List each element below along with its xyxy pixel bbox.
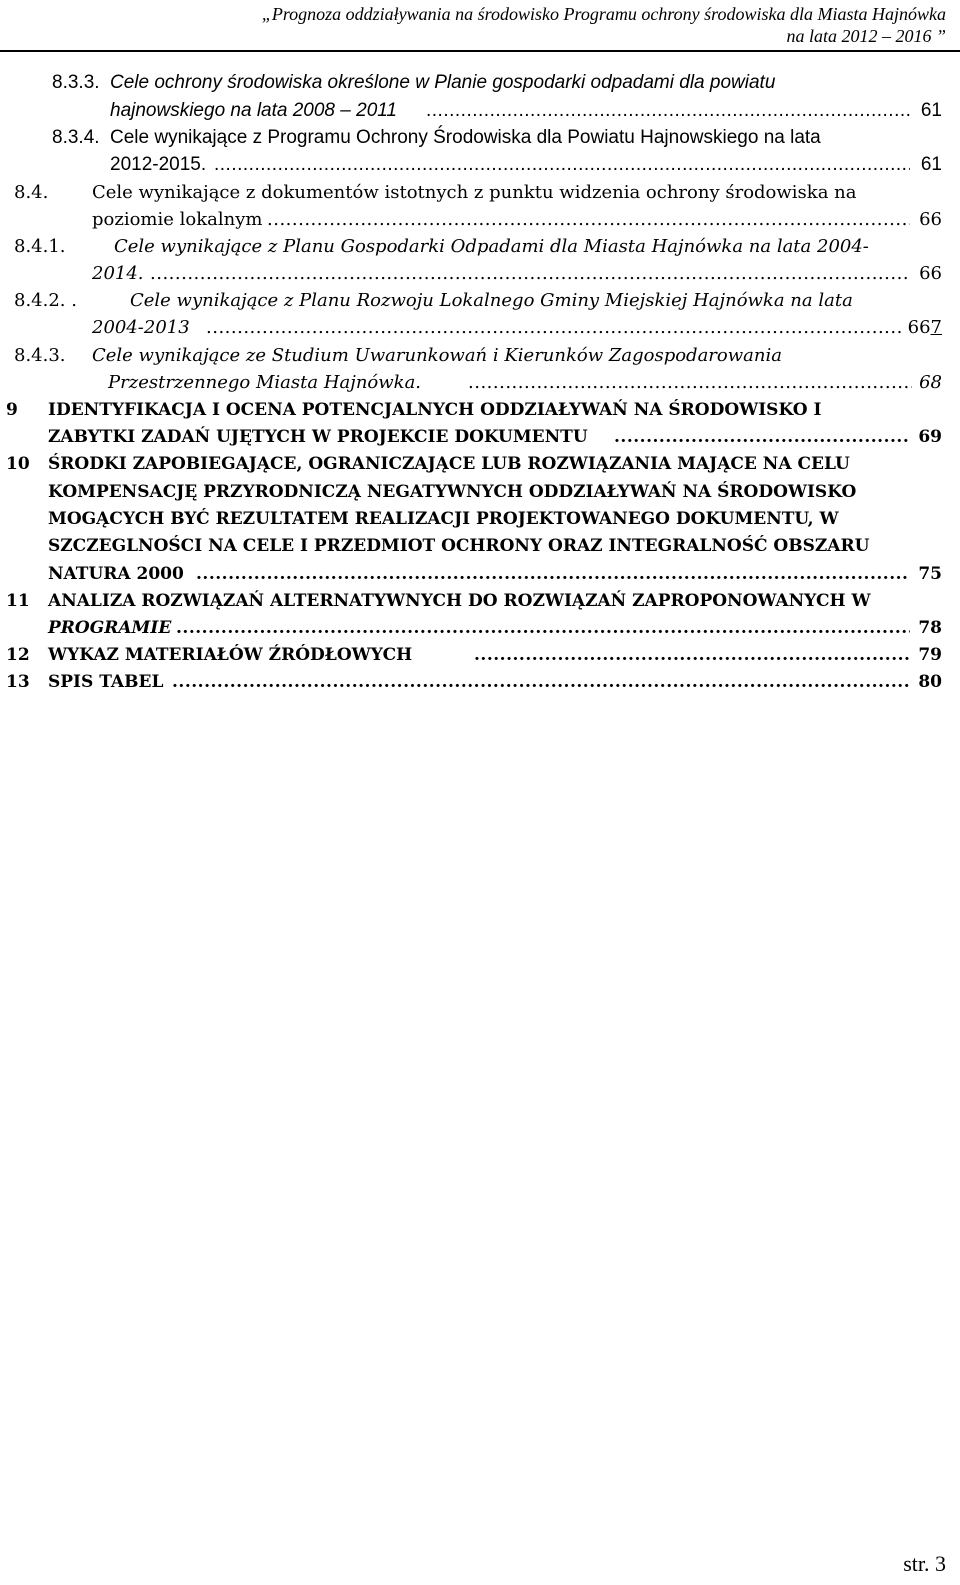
toc-leader-dots	[426, 97, 912, 125]
toc-page-number	[908, 314, 942, 342]
toc-entry-9[interactable]	[0, 396, 960, 424]
toc-page-number: 61	[920, 100, 942, 121]
toc-entry-number: 8.3.4.	[52, 127, 100, 148]
toc-leader-dots	[176, 614, 910, 642]
toc-entry-8-3-4-cont[interactable]	[0, 151, 960, 179]
toc-entry-13[interactable]	[0, 668, 960, 696]
running-header-line2: na lata 2012 – 2016 ”	[786, 26, 946, 46]
toc-entry-10-cont[interactable]	[0, 532, 960, 560]
toc-entry-title-cont: Przestrzennego Miasta Hajnówka.	[108, 372, 422, 393]
toc-entry-title-cont: KOMPENSACJĘ PRZYRODNICZĄ NEGATYWNYCH ODDZIAŁYWAŃ NA ŚRODOWISKO	[48, 482, 857, 502]
toc-entry-title-cont: ZABYTKI ZADAŃ UJĘTYCH W PROJEKCIE DOKUMENTU	[48, 427, 588, 447]
toc-leader-dots	[474, 641, 910, 669]
page-number-footer: str. 3	[903, 1551, 946, 1576]
toc-leader-dots	[150, 260, 910, 288]
toc-entry-12[interactable]	[0, 641, 960, 669]
toc-entry-title: Cele ochrony środowiska określone w Planie gospodarki odpadami dla powiatu	[110, 72, 776, 93]
toc-entry-title: Cele wynikające z dokumentów istotnych z punktu widzenia ochrony środowiska na	[92, 182, 857, 203]
running-header-line1: „Prognoza oddziaływania na środowisko Programu ochrony środowiska dla Miasta Hajnówka	[261, 4, 946, 24]
toc-entry-title-cont: 2014.	[92, 263, 144, 284]
toc-entry-8-4-2-cont[interactable]	[0, 314, 960, 342]
toc-page-number: 61	[920, 154, 942, 175]
toc-entry-10[interactable]	[0, 450, 960, 478]
toc-entry-title-cont: poziomie lokalnym	[92, 209, 263, 230]
toc-entry-title-cont: 2012-2015.	[110, 154, 207, 175]
toc-page-number: 68	[919, 372, 942, 393]
toc-page-number-part: 7	[930, 317, 942, 338]
toc-entry-number: 10	[6, 454, 30, 474]
toc-page-number-part: 66	[907, 317, 931, 338]
toc-entry-title-cont: MOGĄCYCH BYĆ REZULTATEM REALIZACJI PROJEKTOWANEGO DOKUMENTU, W	[48, 509, 839, 529]
toc-leader-dots	[206, 314, 904, 342]
toc-leader-dots	[468, 369, 912, 397]
toc-entry-10-cont[interactable]	[0, 560, 960, 588]
toc-entry-8-4-3-cont[interactable]	[0, 369, 960, 397]
toc-entry-8-4-2[interactable]	[0, 287, 960, 315]
toc-page-number: 78	[918, 618, 942, 638]
toc-entry-8-4-1[interactable]	[0, 233, 960, 261]
toc-entry-title: Cele wynikające z Planu Gospodarki Odpadami dla Miasta Hajnówka na lata 2004-	[114, 236, 869, 257]
toc-entry-8-4-1-cont[interactable]	[0, 260, 960, 288]
toc-entry-8-4-3[interactable]	[0, 342, 960, 370]
toc-page-number: 69	[918, 427, 942, 447]
toc-entry-number: 9	[6, 400, 18, 420]
toc-page-number: 75	[918, 564, 942, 584]
toc-entry-number: 8.4.1.	[14, 236, 66, 257]
toc-entry-title-cont: hajnowskiego na lata 2008 – 2011	[110, 100, 397, 121]
toc-entry-number: 8.4.	[14, 182, 49, 203]
toc-entry-title: WYKAZ MATERIAŁÓW ŹRÓDŁOWYCH	[48, 645, 413, 665]
toc-entry-title-cont: NATURA 2000	[48, 564, 184, 584]
toc-entry-number: 11	[6, 591, 30, 611]
toc-entry-title: IDENTYFIKACJA I OCENA POTENCJALNYCH ODDZIAŁYWAŃ NA ŚRODOWISKO I	[48, 400, 822, 420]
toc-entry-10-cont[interactable]	[0, 478, 960, 506]
toc-entry-title-cont: SZCZEGLNOŚCI NA CELE I PRZEDMIOT OCHRONY ORAZ INTEGRALNOŚĆ OBSZARU	[48, 536, 870, 556]
toc-entry-8-4[interactable]	[0, 179, 960, 207]
toc-entry-8-3-3[interactable]	[0, 69, 960, 97]
toc-entry-title-cont: PROGRAMIE	[48, 618, 172, 638]
toc-entry-10-cont[interactable]	[0, 505, 960, 533]
toc-leader-dots	[172, 668, 910, 696]
toc-page-number: 66	[919, 209, 942, 230]
toc-entry-8-3-3-cont[interactable]	[0, 97, 960, 125]
toc-entry-8-4-cont[interactable]	[0, 206, 960, 234]
toc-entry-11[interactable]	[0, 587, 960, 615]
toc-entry-title: Cele wynikające ze Studium Uwarunkowań i Kierunków Zagospodarowania	[92, 345, 782, 366]
header-rule	[0, 50, 960, 52]
toc-entry-9-cont[interactable]	[0, 423, 960, 451]
toc-entry-title-cont: 2004-2013	[92, 317, 190, 338]
toc-page-number: 66	[919, 263, 942, 284]
toc-page-number: 80	[918, 672, 942, 692]
toc-entry-title: ŚRODKI ZAPOBIEGAJĄCE, OGRANICZAJĄCE LUB ROZWIĄZANIA MAJĄCE NA CELU	[48, 454, 850, 474]
toc-page-number: 79	[918, 645, 942, 665]
toc-entry-number: 12	[6, 645, 30, 665]
toc-entry-number: 8.4.3.	[14, 345, 66, 366]
toc-entry-11-cont[interactable]	[0, 614, 960, 642]
toc-leader-dots	[214, 151, 910, 179]
toc-leader-dots	[614, 423, 910, 451]
toc-entry-8-3-4[interactable]	[0, 124, 960, 152]
toc-entry-title: Cele wynikające z Programu Ochrony Środowiska dla Powiatu Hajnowskiego na lata	[110, 127, 821, 148]
toc-entry-title: ANALIZA ROZWIĄZAŃ ALTERNATYWNYCH DO ROZWIĄZAŃ ZAPROPONOWANYCH W	[48, 591, 871, 611]
toc-entry-number: 8.3.3.	[52, 72, 100, 93]
toc-entry-number: 13	[6, 672, 30, 692]
toc-entry-number: 8.4.2. .	[14, 290, 77, 311]
toc-leader-dots	[196, 560, 910, 588]
toc-entry-title: Cele wynikające z Planu Rozwoju Lokalnego Gminy Miejskiej Hajnówka na lata	[130, 290, 853, 311]
toc-leader-dots	[267, 206, 910, 234]
toc-entry-title: SPIS TABEL	[48, 672, 164, 692]
